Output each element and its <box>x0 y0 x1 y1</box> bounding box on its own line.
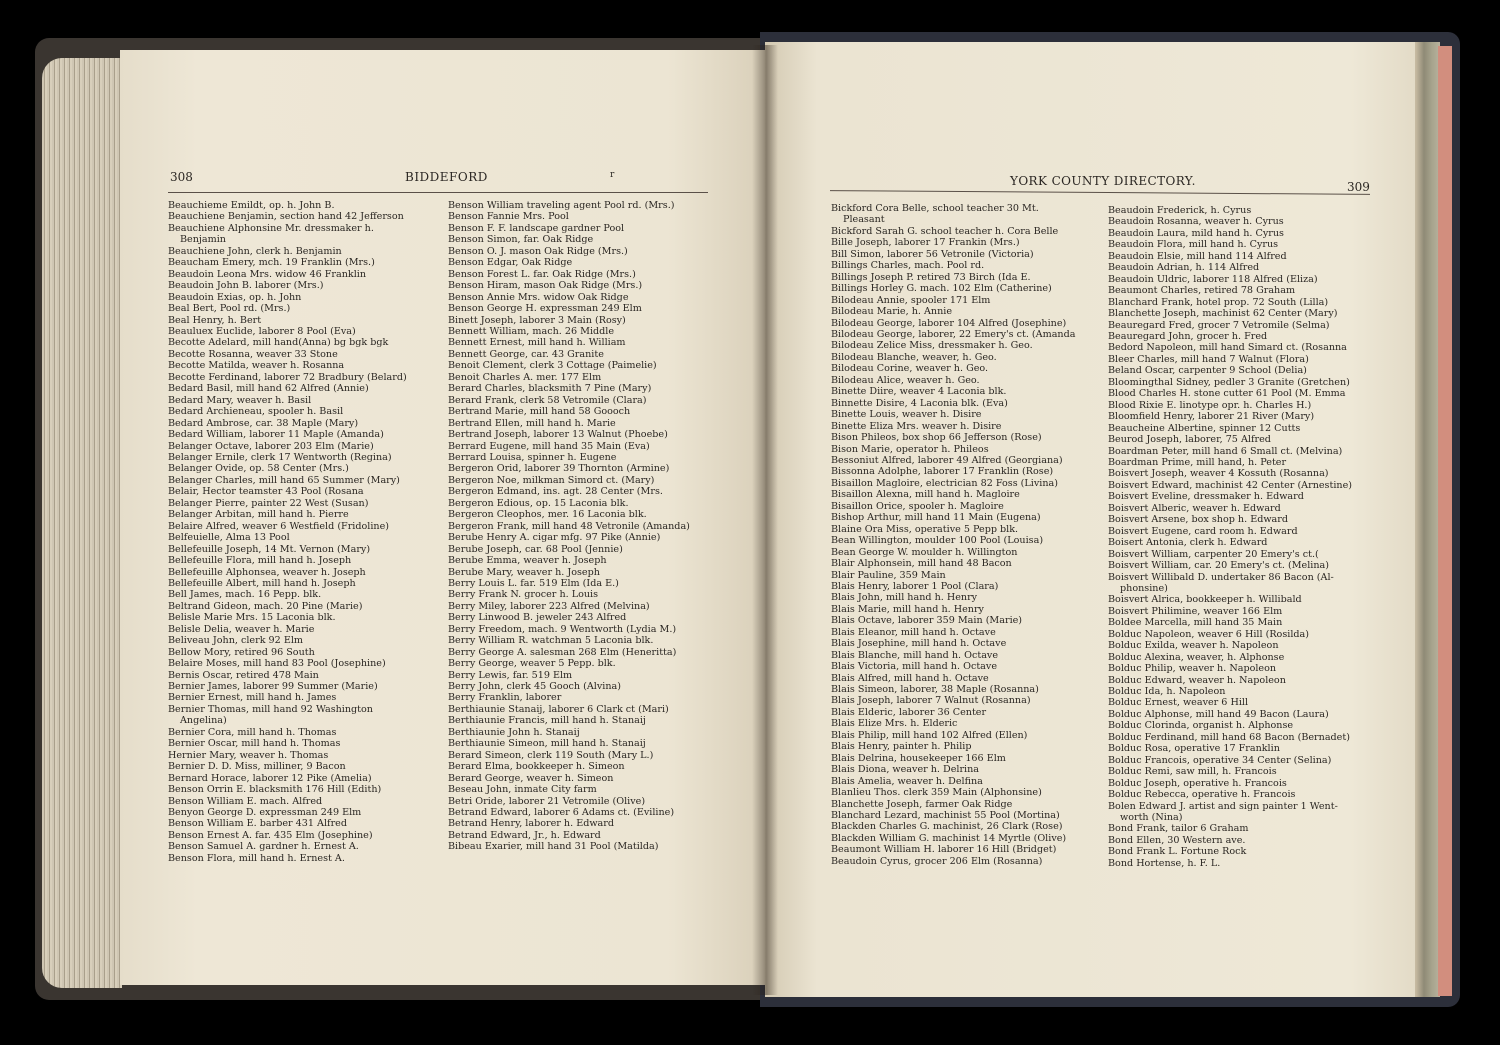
directory-entry: Bison Phileos, box shop 66 Jefferson (Rose) <box>831 432 1042 444</box>
directory-entry: Bisaillon Alexna, mill hand h. Magloire <box>831 489 1020 501</box>
directory-entry: Bisaillon Magloire, electrician 82 Foss (Livina) <box>831 477 1058 489</box>
directory-entry: Bernier D. D. Miss, milliner, 9 Bacon <box>168 761 346 773</box>
directory-entry: Benson William E. mach. Alfred <box>168 795 323 807</box>
directory-entry: Bolduc Francois, operative 34 Center (Selina) <box>1108 754 1332 766</box>
directory-entry: Hernier Mary, weaver h. Thomas <box>168 749 329 761</box>
directory-entry: Beaudoin Elsie, mill hand 114 Alfred <box>1108 250 1287 262</box>
stray-mark: r <box>610 170 615 180</box>
directory-entry: Benson Samuel A. gardner h. Ernest A. <box>168 841 359 853</box>
directory-entry: Angelina) <box>180 715 227 727</box>
header-rule <box>830 190 1370 195</box>
directory-entry: Blair Pauline, 359 Main <box>831 569 946 581</box>
directory-entry: Beaudoin Adrian, h. 114 Alfred <box>1108 262 1260 274</box>
directory-entry: Berry Frank N. grocer h. Louis <box>448 589 599 601</box>
directory-entry: Berard Charles, blacksmith 7 Pine (Mary) <box>448 383 652 395</box>
directory-entry: Beauregard Fred, grocer 7 Vetromile (Selma) <box>1108 319 1330 331</box>
directory-entry: Blais Philip, mill hand 102 Alfred (Ellen) <box>831 729 1028 741</box>
directory-entry: Bernis Oscar, retired 478 Main <box>168 669 319 681</box>
directory-entry: Berry George A. salesman 268 Elm (Heneritta) <box>448 646 677 658</box>
directory-entry: Benson Simon, far. Oak Ridge <box>448 234 594 246</box>
directory-entry: Beauchiene John, clerk h. Benjamin <box>168 245 342 257</box>
directory-entry: Blanchette Joseph, farmer Oak Ridge <box>831 798 1013 810</box>
directory-entry: Bergeron Frank, mill hand 48 Vetronile (Amanda) <box>448 520 690 532</box>
directory-entry: Beauregard John, grocer h. Fred <box>1108 330 1268 342</box>
directory-entry: Bison Marie, operator h. Phileos <box>831 443 989 455</box>
directory-entry: Bilodeau Marie, h. Annie <box>831 306 953 318</box>
directory-entry: Bedard Mary, weaver h. Basil <box>168 394 312 406</box>
directory-entry: Beauchiene Alphonsine Mr. dressmaker h. <box>168 222 374 234</box>
directory-entry: Becotte Ferdinand, laborer 72 Bradbury (Belard) <box>168 371 407 383</box>
directory-entry: Binette Eliza Mrs. weaver h. Disire <box>831 420 1002 432</box>
directory-entry: Bond Frank L. Fortune Rock <box>1108 846 1247 858</box>
directory-entry: Berube Emma, weaver h. Joseph <box>448 555 607 567</box>
directory-entry: Beaudoin Cyrus, grocer 206 Elm (Rosanna) <box>831 855 1043 867</box>
directory-entry: Bilodeau Corine, weaver h. Geo. <box>831 363 989 375</box>
directory-entry: Bolduc Ida, h. Napoleon <box>1108 686 1226 698</box>
directory-entry: Blais Victoria, mill hand h. Octave <box>831 661 997 673</box>
directory-entry: Benson Orrin E. blacksmith 176 Hill (Edith) <box>168 784 382 796</box>
page-number: 308 <box>170 170 193 184</box>
directory-entry: Benson Edgar, Oak Ridge <box>448 257 573 269</box>
directory-entry: Berry Lewis, far. 519 Elm <box>448 669 573 681</box>
directory-entry: Bernier Cora, mill hand h. Thomas <box>168 726 337 738</box>
directory-entry: Benson Flora, mill hand h. Ernest A. <box>168 852 345 864</box>
directory-entry: Billings Charles, mach. Pool rd. <box>831 260 985 272</box>
directory-entry: Beauluex Euclide, laborer 8 Pool (Eva) <box>168 325 356 337</box>
directory-entry: Bessoniut Alfred, laborer 49 Alfred (Georgiana) <box>831 454 1063 466</box>
directory-entry: Boisvert William, car. 20 Emery's ct. (Melina) <box>1108 560 1330 572</box>
directory-entry: Blais Elderic, laborer 36 Center <box>831 706 987 718</box>
directory-entry: Beauchieme Emildt, op. h. John B. <box>168 200 335 211</box>
directory-entry: Beaudoin John B. laborer (Mrs.) <box>168 280 324 292</box>
directory-entry: Bolduc Napoleon, weaver 6 Hill (Rosilda) <box>1108 628 1309 640</box>
directory-entry: Berthiaunie Stanaij, laborer 6 Clark ct (Mari) <box>448 703 669 715</box>
directory-entry: Blais Josephine, mill hand h. Octave <box>831 638 1007 650</box>
directory-entry: Berry John, clerk 45 Gooch (Alvina) <box>448 681 621 693</box>
directory-entry: Blais Octave, laborer 359 Main (Marie) <box>831 615 1023 627</box>
directory-entry: Benson Forest L. far. Oak Ridge (Mrs.) <box>448 268 636 280</box>
directory-entry: Bernard Horace, laborer 12 Pike (Amelia) <box>168 772 372 784</box>
directory-entry: Bilodeau Blanche, weaver, h. Geo. <box>831 351 997 363</box>
left-page <box>120 50 765 985</box>
directory-entry: Beaumont Charles, retired 78 Graham <box>1108 285 1296 297</box>
directory-entry: Bernier Oscar, mill hand h. Thomas <box>168 738 341 750</box>
directory-entry: Blais Blanche, mill hand h. Octave <box>831 649 999 661</box>
directory-entry: Benson Fannie Mrs. Pool <box>448 211 569 223</box>
directory-entry: Benyon George D. expressman 249 Elm <box>168 807 362 819</box>
directory-entry: Benson William E. barber 431 Alfred <box>168 818 347 830</box>
directory-entry: Boisvert Joseph, weaver 4 Kossuth (Rosanna) <box>1108 468 1329 480</box>
directory-entry: Belanger Octave, laborer 203 Elm (Marie) <box>168 440 374 452</box>
directory-entry: Beaucheine Albertine, spinner 12 Cutts <box>1108 422 1301 434</box>
directory-entry: Bergeron Orid, laborer 39 Thornton (Armine) <box>448 463 670 475</box>
directory-entry: Billings Horley G. mach. 102 Elm (Catherine) <box>831 283 1052 295</box>
directory-entry: Belair, Hector teamster 43 Pool (Rosana <box>168 486 364 498</box>
directory-entry: Blackden William G. machinist 14 Myrtle (Olive) <box>831 832 1067 844</box>
directory-entry: Berthiaunie John h. Stanaij <box>448 726 580 738</box>
directory-entry: Betri Oride, laborer 21 Vetromile (Olive) <box>448 795 646 807</box>
directory-entry: Betrand Henry, laborer h. Edward <box>448 818 614 830</box>
directory-entry: Berry William R. watchman 5 Laconia blk. <box>448 635 654 647</box>
directory-entry: Boisvert Philimine, weaver 166 Elm <box>1108 605 1283 617</box>
directory-entry: Blais Henry, laborer 1 Pool (Clara) <box>831 580 999 592</box>
directory-entry: Blood Charles H. stone cutter 61 Pool (M. Emma <box>1108 388 1346 400</box>
directory-entry: Boisvert Eugene, card room h. Edward <box>1108 525 1298 537</box>
directory-entry: Blais Simeon, laborer, 38 Maple (Rosanna) <box>831 684 1039 696</box>
directory-entry: Bellefeuille Alphonsea, weaver h. Joseph <box>168 566 366 578</box>
directory-entry: Berrard Eugene, mill hand 35 Main (Eva) <box>448 440 650 452</box>
directory-entry: Berube Joseph, car. 68 Pool (Jennie) <box>448 543 623 555</box>
directory-entry: Blais Joseph, laborer 7 Walnut (Rosanna) <box>831 695 1031 707</box>
directory-entry: Bedord Napoleon, mill hand Simard ct. (Rosanna <box>1108 342 1347 354</box>
directory-entry: Blood Rixie E. linotype opr. h. Charles H.) <box>1108 399 1312 411</box>
directory-entry: Bedard Archieneau, spooler h. Basil <box>168 406 344 418</box>
directory-entry: Beland Oscar, carpenter 9 School (Delia) <box>1108 365 1307 377</box>
directory-entry: Boisvert Alberic, weaver h. Edward <box>1108 502 1281 514</box>
directory-entry: Beal Henry, h. Bert <box>168 314 262 326</box>
directory-entry: Boisvert Eveline, dressmaker h. Edward <box>1108 491 1304 503</box>
page-number: 309 <box>1347 180 1370 194</box>
directory-entry: Bissonna Adolphe, laborer 17 Franklin (Rose) <box>831 466 1054 478</box>
directory-entry: Bennett Ernest, mill hand h. William <box>448 337 626 349</box>
directory-entry: Berube Mary, weaver h. Joseph <box>448 566 600 578</box>
directory-entry: Binnette Disire, 4 Laconia blk. (Eva) <box>831 397 1008 409</box>
directory-entry: Bedard Ambrose, car. 38 Maple (Mary) <box>168 417 359 429</box>
directory-entry: Betrand Edward, laborer 6 Adams ct. (Eviline) <box>448 807 675 819</box>
directory-entry: Benoit Clement, clerk 3 Cottage (Paimelie) <box>448 360 657 372</box>
directory-entry: Bertrand Marie, mill hand 58 Goooch <box>448 406 631 418</box>
directory-entry: Benson O. J. mason Oak Ridge (Mrs.) <box>448 245 628 257</box>
directory-entry: Beaumont William H. laborer 16 Hill (Bridget) <box>831 844 1057 856</box>
directory-entry: Bilodeau Annie, spooler 171 Elm <box>831 294 991 306</box>
page-edges-left <box>42 58 122 988</box>
directory-entry: Bolduc Exilda, weaver h. Napoleon <box>1108 640 1279 652</box>
directory-entry: Beaudoin Frederick, h. Cyrus <box>1108 205 1252 216</box>
directory-entry: Berard George, weaver h. Simeon <box>448 772 614 784</box>
directory-entry: Bilodeau Zelice Miss, dressmaker h. Geo. <box>831 340 1033 352</box>
directory-entry: Berry George, weaver 5 Pepp. blk. <box>448 658 616 670</box>
directory-entry: Bolduc Remi, saw mill, h. Francois <box>1108 766 1277 778</box>
directory-entry: worth (Nina) <box>1120 812 1183 824</box>
directory-entry: Bellefeuille Joseph, 14 Mt. Vernon (Mary) <box>168 543 371 555</box>
directory-entry: Blais Henry, painter h. Philip <box>831 741 972 753</box>
directory-entry: Blair Alphonsein, mill hand 48 Bacon <box>831 558 1012 570</box>
directory-entry: Beaudoin Uldric, laborer 118 Alfred (Eliza) <box>1108 273 1318 285</box>
directory-entry: Boisvert Willibald D. undertaker 86 Bacon (Al- <box>1108 571 1334 583</box>
directory-entry: Blais Diona, weaver h. Delrina <box>831 764 980 776</box>
directory-entry: Bean Willington, moulder 100 Pool (Louisa) <box>831 535 1044 547</box>
directory-entry: Beaucham Emery, mch. 19 Franklin (Mrs.) <box>168 257 375 269</box>
directory-entry: Benoit Charles A. mer. 177 Elm <box>448 371 602 383</box>
directory-entry: Bille Joseph, laborer 17 Frankin (Mrs.) <box>831 237 1020 249</box>
directory-entry: Bellefeuille Albert, mill hand h. Joseph <box>168 577 356 589</box>
directory-entry: Bishop Arthur, mill hand 11 Main (Eugena) <box>831 512 1041 524</box>
directory-entry: Bill Simon, laborer 56 Vetronile (Victoria) <box>831 248 1034 260</box>
directory-entry: Bilodeau Alice, weaver h. Geo. <box>831 374 980 386</box>
directory-entry: Becotte Matilda, weaver h. Rosanna <box>168 360 345 372</box>
directory-column-1 <box>168 200 438 864</box>
directory-entry: Belisle Delia, weaver h. Marie <box>168 623 315 635</box>
directory-entry: Bond Ellen, 30 Western ave. <box>1108 834 1246 846</box>
directory-entry: Bickford Cora Belle, school teacher 30 Mt. <box>831 203 1039 214</box>
directory-entry: Bedard William, laborer 11 Maple (Amanda) <box>168 429 384 441</box>
directory-entry: Bolduc Joseph, operative h. Francois <box>1108 777 1287 789</box>
directory-entry: Bond Hortense, h. F. L. <box>1108 857 1221 869</box>
directory-entry: Boisvert Arsene, box shop h. Edward <box>1108 514 1289 526</box>
directory-entry: Belanger Pierre, painter 22 West (Susan) <box>168 497 369 509</box>
directory-entry: Becotte Adelard, mill hand(Anna) bg bgk bgk <box>168 337 389 349</box>
directory-entry: Boisvert Alrica, bookkeeper h. Willibald <box>1108 594 1302 606</box>
right-page <box>765 42 1415 997</box>
directory-entry: Bloomfield Henry, laborer 21 River (Mary) <box>1108 411 1315 423</box>
directory-entry: Belanger Charles, mill hand 65 Summer (Mary) <box>168 474 400 486</box>
directory-entry: Bernier Ernest, mill hand h. James <box>168 692 337 704</box>
directory-entry: Boisvert Edward, machinist 42 Center (Arnestine) <box>1108 479 1353 491</box>
directory-entry: Bernier Thomas, mill hand 92 Washington <box>168 703 373 715</box>
directory-entry: Blanchard Lezard, machinist 55 Pool (Mortina) <box>831 810 1060 822</box>
directory-entry: Bergeron Noe, milkman Simord ct. (Mary) <box>448 474 655 486</box>
directory-entry: Berry Linwood B. jeweler 243 Alfred <box>448 612 627 624</box>
directory-entry: Berry Louis L. far. 519 Elm (Ida E.) <box>448 577 619 589</box>
directory-entry: Berard Frank, clerk 58 Vetromile (Clara) <box>448 394 647 406</box>
directory-entry: Beal Bert, Pool rd. (Mrs.) <box>168 303 291 315</box>
directory-entry: Bertrand Joseph, laborer 13 Walnut (Phoebe) <box>448 429 668 441</box>
directory-entry: Benson William traveling agent Pool rd. (Mrs.) <box>448 200 675 211</box>
directory-entry: Blais John, mill hand h. Henry <box>831 592 978 604</box>
directory-entry: Belaire Alfred, weaver 6 Westfield (Fridoline) <box>168 520 390 532</box>
directory-entry: Belanger Ernile, clerk 17 Wentworth (Regina) <box>168 451 392 463</box>
directory-entry: Bond Frank, tailor 6 Graham <box>1108 823 1249 835</box>
directory-entry: Bertrand Ellen, mill hand h. Marie <box>448 417 616 429</box>
directory-entry: Bilodeau George, laborer, 22 Emery's ct. (Amanda <box>831 328 1076 340</box>
directory-entry: Boardman Peter, mill hand 6 Small ct. (Melvina) <box>1108 445 1343 457</box>
directory-entry: Bolduc Alphonse, mill hand 49 Bacon (Laura) <box>1108 708 1329 720</box>
directory-entry: Bell James, mach. 16 Pepp. blk. <box>168 589 322 601</box>
directory-entry: Blaine Ora Miss, operative 5 Pepp blk. <box>831 523 1019 535</box>
directory-entry: Bellow Mory, retired 96 South <box>168 646 315 658</box>
directory-entry: Beauchiene Benjamin, section hand 42 Jefferson <box>168 211 404 223</box>
directory-entry: Blanchard Frank, hotel prop. 72 South (Lilla) <box>1108 296 1329 308</box>
directory-entry: Berry Freedom, mach. 9 Wentworth (Lydia M.) <box>448 623 677 635</box>
directory-entry: Benson F. F. landscape gardner Pool <box>448 222 625 234</box>
running-head: BIDDEFORD <box>405 170 488 184</box>
header-rule <box>168 192 708 193</box>
directory-entry: Blanlieu Thos. clerk 359 Main (Alphonsine) <box>831 787 1042 799</box>
directory-entry: Boldee Marcella, mill hand 35 Main <box>1108 617 1283 629</box>
directory-entry: Belanger Arbitan, mill hand h. Pierre <box>168 509 349 521</box>
directory-entry: Bean George W. moulder h. Willington <box>831 546 1018 558</box>
directory-entry: Berrard Louisa, spinner h. Eugene <box>448 451 617 463</box>
directory-entry: Blais Marie, mill hand h. Henry <box>831 603 984 615</box>
directory-entry: Benson George H. expressman 249 Elm <box>448 303 642 315</box>
directory-entry: Becotte Rosanna, weaver 33 Stone <box>168 348 338 360</box>
directory-entry: Bolduc Ernest, weaver 6 Hill <box>1108 697 1249 709</box>
directory-entry: Bolduc Rebecca, operative h. Francois <box>1108 789 1296 801</box>
directory-entry: Blais Alfred, mill hand h. Octave <box>831 672 989 684</box>
directory-entry: Bellefeuille Flora, mill hand h. Joseph <box>168 555 352 567</box>
directory-entry: Berry Miley, laborer 223 Alfred (Melvina) <box>448 600 650 612</box>
directory-column-2 <box>448 200 723 853</box>
directory-entry: Bloomingthal Sidney, pedler 3 Granite (Gretchen) <box>1108 376 1350 388</box>
directory-entry: Berube Henry A. cigar mfg. 97 Pike (Annie) <box>448 532 661 544</box>
directory-entry: Berthiaunie Simeon, mill hand h. Stanaij <box>448 738 646 750</box>
directory-entry: Beaudoin Laura, mild hand h. Cyrus <box>1108 227 1284 239</box>
page-edges-right-stain <box>1438 46 1452 996</box>
directory-entry: Benson Hiram, mason Oak Ridge (Mrs.) <box>448 280 643 292</box>
running-head: YORK COUNTY DIRECTORY. <box>1010 174 1196 188</box>
directory-entry: Belaire Moses, mill hand 83 Pool (Josephine) <box>168 658 386 670</box>
directory-entry: Blais Elize Mrs. h. Elderic <box>831 718 958 730</box>
directory-entry: Bilodeau George, laborer 104 Alfred (Josephine) <box>831 317 1067 329</box>
directory-entry: Bedard Basil, mill hand 62 Alfred (Annie) <box>168 383 369 395</box>
book-gutter <box>752 45 778 995</box>
directory-entry: Beaudoin Flora, mill hand h. Cyrus <box>1108 239 1279 251</box>
directory-entry: Bennett William, mach. 26 Middle <box>448 325 615 337</box>
directory-entry: Bibeau Exarier, mill hand 31 Pool (Matilda) <box>448 841 659 853</box>
directory-entry: Bergeron Cleophos, mer. 16 Laconia blk. <box>448 509 647 521</box>
directory-entry: Boardman Prime, mill hand, h. Peter <box>1108 456 1287 468</box>
directory-entry: Binette Louis, weaver h. Disire <box>831 409 982 421</box>
directory-entry: Beurod Joseph, laborer, 75 Alfred <box>1108 434 1271 446</box>
directory-entry: Beliveau John, clerk 92 Elm <box>168 635 303 647</box>
directory-entry: Blanchette Joseph, machinist 62 Center (Mary) <box>1108 308 1338 320</box>
directory-entry: Blais Eleanor, mill hand h. Octave <box>831 626 996 638</box>
directory-entry: Blackden Charles G. machinist, 26 Clark (Rose) <box>831 821 1063 833</box>
directory-entry: Beaudoin Leona Mrs. widow 46 Franklin <box>168 268 367 280</box>
directory-entry: Bisaillon Orice, spooler h. Magloire <box>831 500 1004 512</box>
directory-entry: Binett Joseph, laborer 3 Main (Rosy) <box>448 314 626 326</box>
directory-entry: Bolen Edward J. artist and sign painter 1 Went- <box>1108 800 1338 812</box>
directory-entry: Blais Amelia, weaver h. Delfina <box>831 775 983 787</box>
directory-entry: Berry Franklin, laborer <box>448 692 562 704</box>
directory-entry: Bleer Charles, mill hand 7 Walnut (Flora) <box>1108 353 1309 365</box>
directory-entry: Beaudoin Exias, op. h. John <box>168 291 302 303</box>
directory-entry: phonsine) <box>1120 582 1168 594</box>
directory-entry: Bickford Sarah G. school teacher h. Cora Belle <box>831 225 1059 237</box>
directory-entry: Berard Elma, bookkeeper h. Simeon <box>448 761 625 773</box>
directory-entry: Boisert Antonia, clerk h. Edward <box>1108 537 1268 549</box>
directory-entry: Pleasant <box>843 214 885 226</box>
directory-entry: Beaudoin Rosanna, weaver h. Cyrus <box>1108 216 1284 228</box>
directory-entry: Bolduc Ferdinand, mill hand 68 Bacon (Bernadet) <box>1108 731 1350 743</box>
directory-entry: Beseau John, inmate City farm <box>448 784 597 796</box>
directory-entry: Benson Annie Mrs. widow Oak Ridge <box>448 291 629 303</box>
directory-entry: Bolduc Edward, weaver h. Napoleon <box>1108 674 1286 686</box>
directory-entry: Betrand Edward, Jr., h. Edward <box>448 829 601 841</box>
directory-entry: Bergeron Edious, op. 15 Laconia blk. <box>448 497 629 509</box>
directory-entry: Belanger Ovide, op. 58 Center (Mrs.) <box>168 463 349 475</box>
directory-entry: Boisvert William, carpenter 20 Emery's ct.( <box>1108 548 1319 560</box>
directory-entry: Benjamin <box>180 234 226 246</box>
directory-entry: Benson Ernest A. far. 435 Elm (Josephine) <box>168 829 373 841</box>
directory-entry: Bolduc Rosa, operative 17 Franklin <box>1108 743 1280 755</box>
directory-entry: Belfeuielle, Alma 13 Pool <box>168 532 290 544</box>
directory-entry: Beltrand Gideon, mach. 20 Pine (Marie) <box>168 600 363 612</box>
directory-entry: Bernier James, laborer 99 Summer (Marie) <box>168 681 378 693</box>
directory-entry: Bolduc Philip, weaver h. Napoleon <box>1108 663 1277 675</box>
directory-entry: Bolduc Alexina, weaver, h. Alphonse <box>1108 651 1285 663</box>
directory-entry: Berard Simeon, clerk 119 South (Mary L.) <box>448 749 654 761</box>
directory-entry: Binette Diire, weaver 4 Laconia blk. <box>831 386 1007 398</box>
directory-entry: Billings Joseph P. retired 73 Birch (Ida E. <box>831 271 1031 283</box>
directory-entry: Berthiaunie Francis, mill hand h. Stanaij <box>448 715 646 727</box>
directory-entry: Belisle Marie Mrs. 15 Laconia blk. <box>168 612 336 624</box>
directory-entry: Bergeron Edmand, ins. agt. 28 Center (Mrs. <box>448 486 663 498</box>
directory-entry: Blais Delrina, housekeeper 166 Elm <box>831 752 1006 764</box>
directory-column-1 <box>831 203 1101 867</box>
directory-entry: Bolduc Clorinda, organist h. Alphonse <box>1108 720 1294 732</box>
directory-entry: Bennett George, car. 43 Granite <box>448 348 604 360</box>
directory-column-2 <box>1108 205 1378 869</box>
